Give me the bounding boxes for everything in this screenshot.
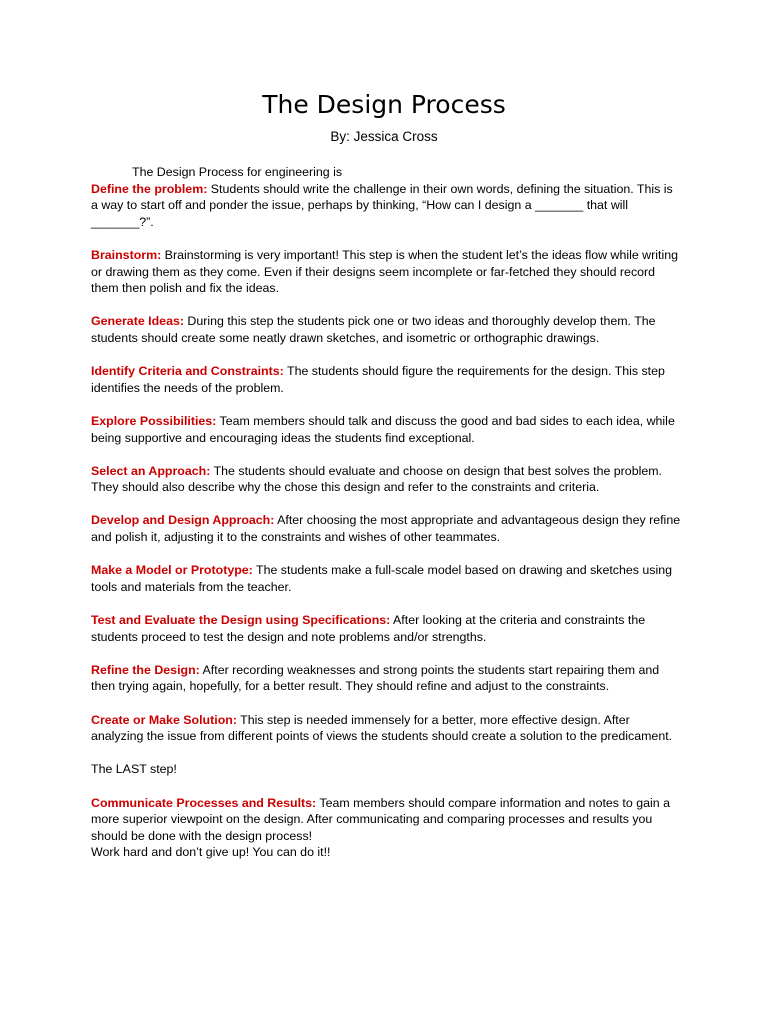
step-heading: Brainstorm:: [91, 247, 162, 262]
step-text: Team members should compare information and notes to gain a more superior viewpoint on the design. After communicating and comparing processes and results you should be done with the design process!: [91, 795, 670, 843]
step-heading: Develop and Design Approach:: [91, 513, 275, 528]
document-title: The Design Process: [262, 90, 506, 119]
step-heading: Define the problem:: [91, 181, 208, 196]
document-body: [91, 164, 683, 861]
step-text: This step is needed immensely for a better, more effective design. After analyzing the issue from different points of views the students should create a solution to the predicament.: [91, 712, 673, 744]
intro-line: The Design Process for engineering is: [132, 165, 343, 179]
step-heading: Make a Model or Prototype:: [91, 563, 253, 578]
step-explore-possibilities: [91, 413, 683, 446]
step-text: The students should figure the requirements for the design. This step identifies the needs of the problem.: [91, 364, 665, 395]
step-heading: Communicate Processes and Results:: [91, 795, 317, 810]
last-step-note: The LAST step!: [91, 762, 177, 777]
step-text: The students make a full-scale model based on drawing and sketches using tools and materials from the teacher.: [91, 563, 673, 594]
step-text: After recording weaknesses and strong points the students start repairing them and then trying again, hopefully, for a better result. They should refine and adjust to the constraints.: [91, 662, 660, 694]
step-make-model: [91, 562, 683, 595]
step-heading: Explore Possibilities:: [91, 413, 217, 428]
step-text: Team members should talk and discuss the good and bad sides to each idea, while being supportive and encouraging ideas the students find exceptional.: [91, 413, 675, 445]
step-heading: Generate Ideas:: [91, 314, 184, 329]
closing-line: Work hard and don’t give up! You can do it!!: [91, 845, 331, 860]
step-text: After looking at the criteria and constraints the students proceed to test the design and note problems and/or strengths.: [91, 613, 646, 644]
step-identify-criteria: [91, 363, 683, 396]
step-test-evaluate: [91, 612, 683, 645]
step-text: After choosing the most appropriate and advantageous design they refine and polish it, adjusting it to the constraints and wishes of other teammates.: [91, 513, 681, 545]
step-text: Brainstorming is very important! This step is when the student let’s the ideas flow while writing or drawing them as they come. Even if their designs seem incomplete or far-fetched they should record them then polish and fix the ideas.: [91, 247, 678, 296]
step-define-problem: [91, 181, 683, 231]
step-heading: Identify Criteria and Constraints:: [91, 364, 284, 379]
step-brainstorm: [91, 247, 683, 297]
step-select-approach: [91, 463, 683, 496]
step-text: During this step the students pick one or two ideas and thoroughly develop them. The students should create some neatly drawn sketches, and isometric or orthographic drawings.: [91, 314, 656, 345]
step-text: Students should write the challenge in their own words, defining the situation. This is a way to start off and ponder the issue, perhaps by thinking, “How can I design a _______ that will _______?”.: [91, 181, 673, 229]
step-heading: Refine the Design:: [91, 662, 200, 677]
step-refine-design: [91, 662, 683, 695]
step-develop-design: [91, 512, 683, 545]
step-text: The students should evaluate and choose on design that best solves the problem. They should also describe why the chose this design and refer to the constraints and criteria.: [91, 463, 663, 495]
step-generate-ideas: [91, 313, 683, 346]
step-communicate-results: [91, 795, 683, 845]
author-byline: By: Jessica Cross: [330, 129, 438, 144]
step-heading: Create or Make Solution:: [91, 712, 237, 727]
step-heading: Test and Evaluate the Design using Specifications:: [91, 613, 391, 628]
step-create-solution: [91, 712, 683, 745]
step-heading: Select an Approach:: [91, 463, 211, 478]
